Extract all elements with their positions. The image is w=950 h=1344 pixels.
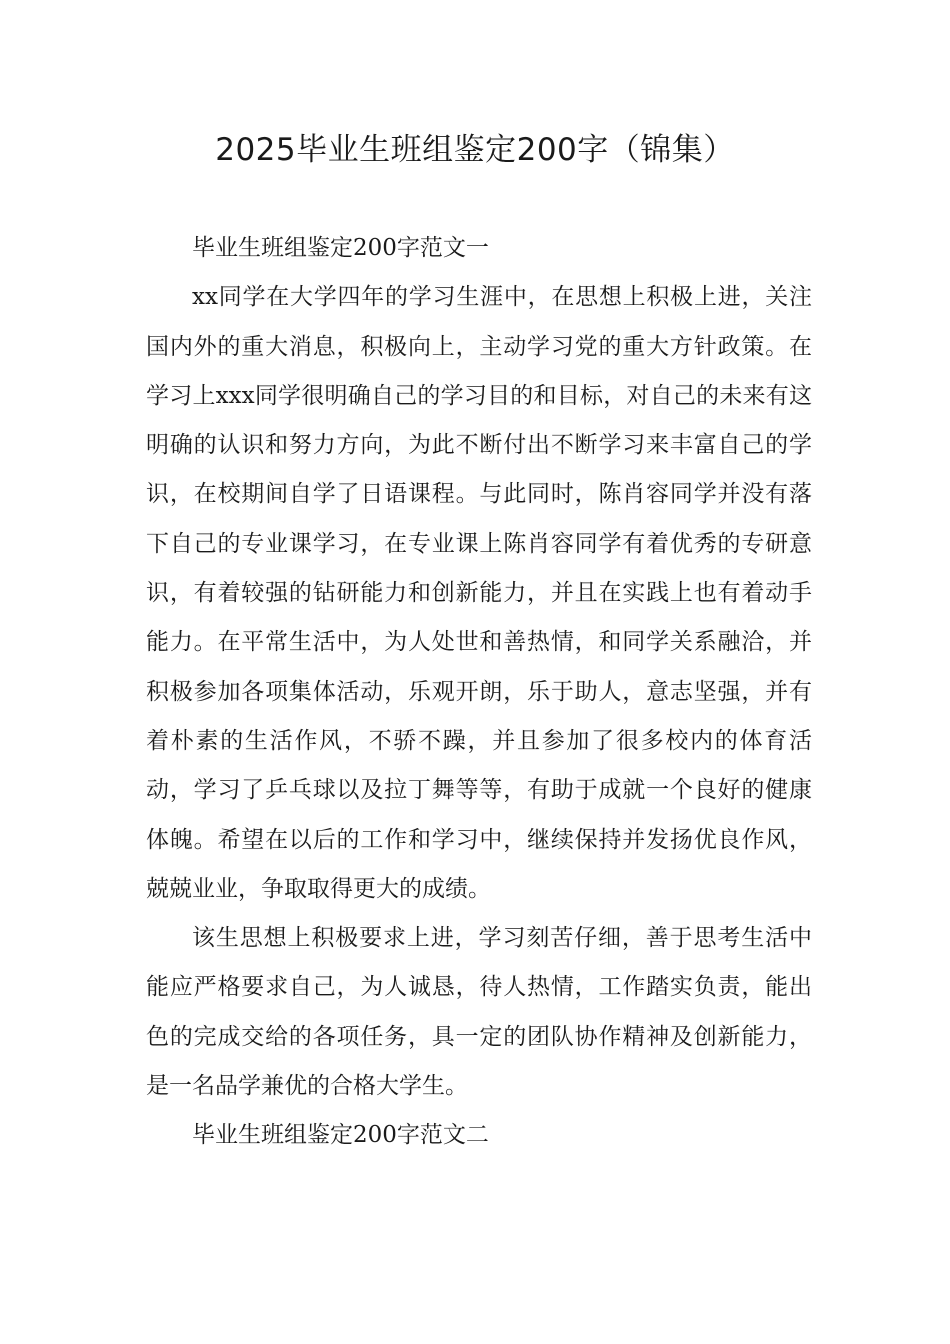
section-heading-sample-one: 毕业生班组鉴定200字范文一 (192, 235, 489, 261)
body-paragraph: 该生思想上积极要求上进，学习刻苦仔细，善于思考生活中能应严格要求自己，为人诚恳，待人热情，工作踏实负责，能出色的完成交给的各项任务，具一定的团队协作精神及创新能力，是一名品学兼优的合格大学生。 (146, 925, 812, 1100)
document-body (146, 224, 812, 1161)
body-paragraph: xx同学在大学四年的学习生涯中，在思想上积极上进，关注国内外的重大消息，积极向上，主动学习党的重大方针政策。在学习上xxx同学很明确自己的学习目的和目标，对自己的未来有这明确的认识和努力方向，为此不断付出不断学习来丰富自己的学识，在校期间自学了日语课程。与此同时，陈肖容同学并没有落下自己的专业课学习，在专业课上陈肖容同学有着优秀的专研意识，有着较强的钻研能力和创新能力，并且在实践上也有着动手能力。在平常生活中，为人处世和善热情，和同学关系融洽，并积极参加各项集体活动，乐观开朗，乐于助人，意志坚强，并有着朴素的生活作风，不骄不躁，并且参加了很多校内的体育活动，学习了乒乓球以及拉丁舞等等，有助于成就一个良好的健康体魄。希望在以后的工作和学习中，继续保持并发扬优良作风，兢兢业业，争取取得更大的成绩。 (146, 284, 812, 902)
section-heading-sample-two: 毕业生班组鉴定200字范文二 (192, 1122, 489, 1149)
document-title: 2025毕业生班组鉴定200字（锦集） (215, 132, 735, 168)
